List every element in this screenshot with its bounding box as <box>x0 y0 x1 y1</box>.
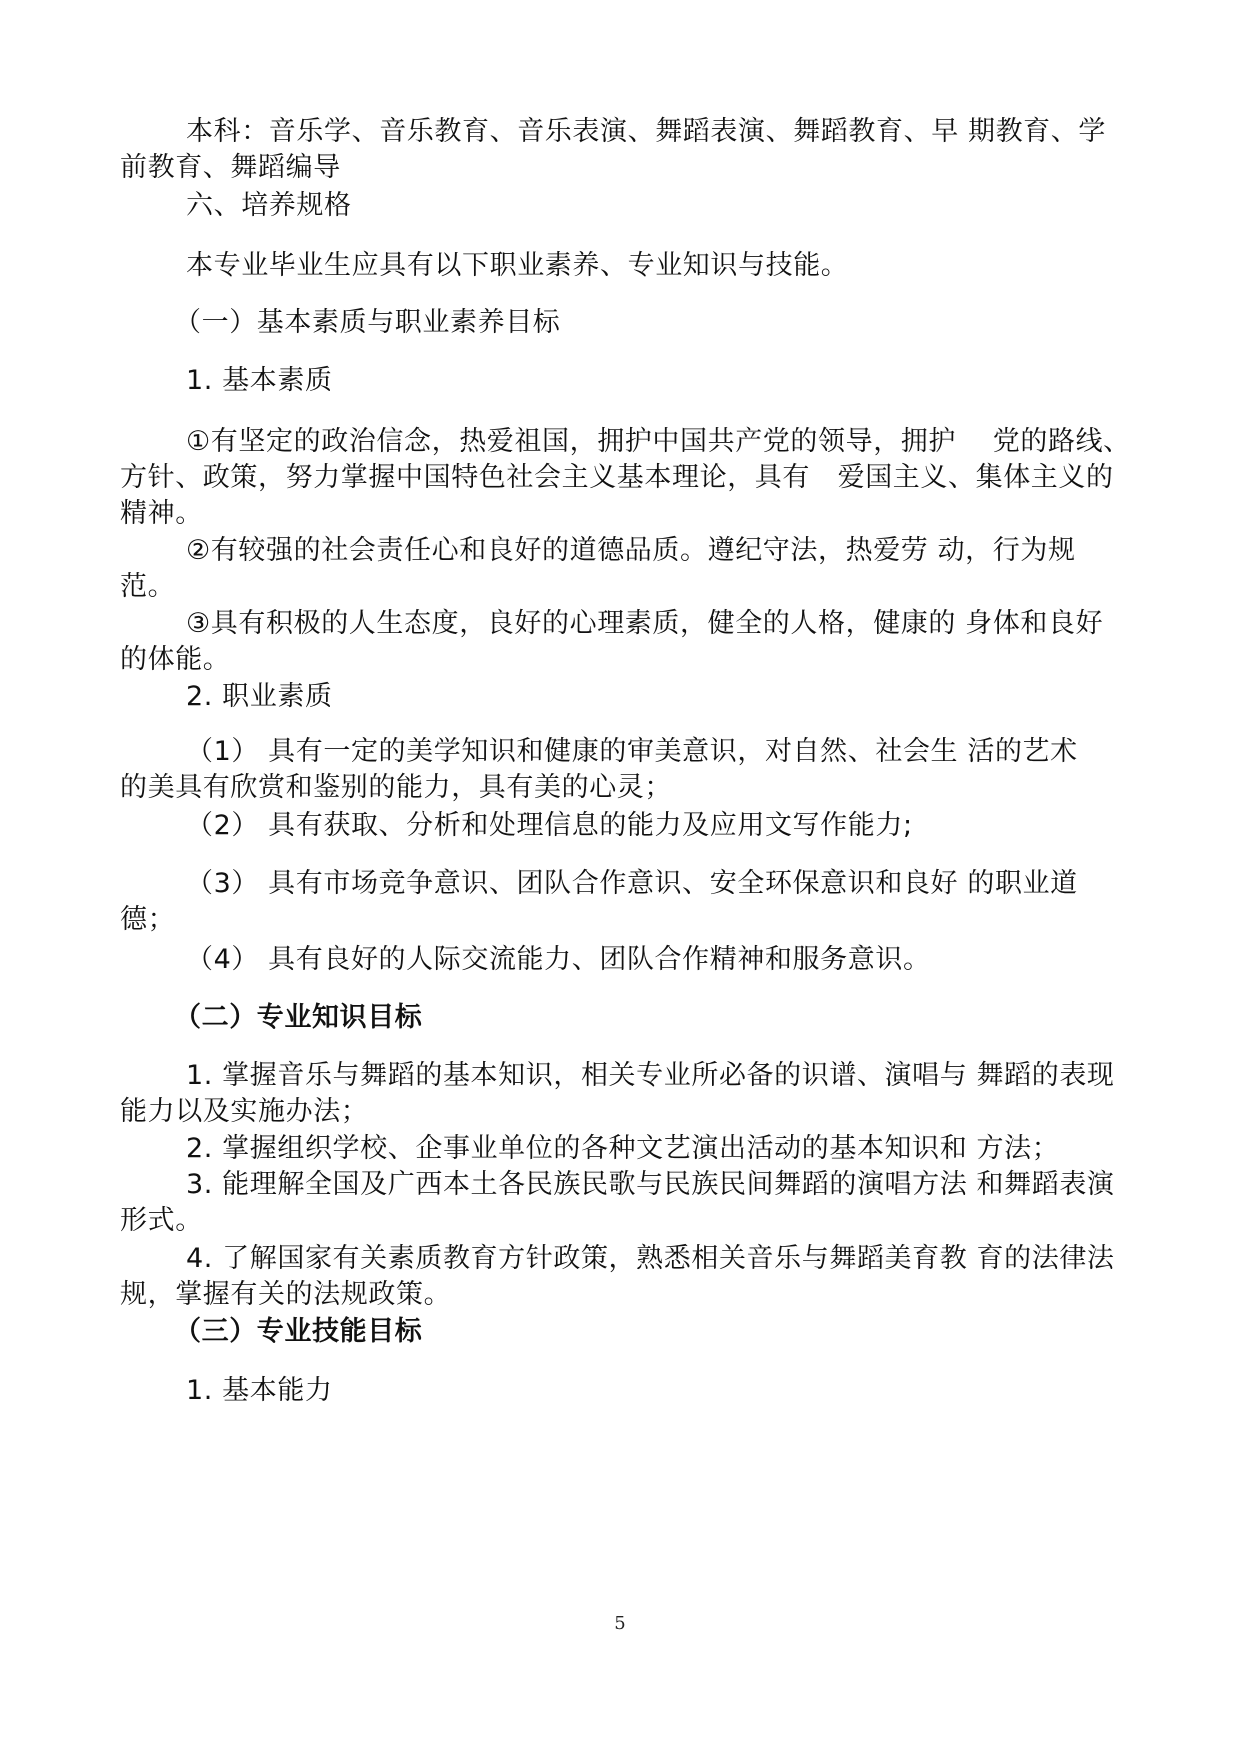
text-line-16: 的美具有欣赏和鉴别的能力，具有美的心灵； <box>120 772 672 803</box>
text-line-18: （3） 具有市场竞争意识、团队合作意识、安全环保意识和良好 的职业道 <box>186 868 1078 899</box>
item-heading-basic-ability: 1. 基本能力 <box>186 1375 333 1406</box>
text-line-12: ③具有积极的人生态度，良好的心理素质，健全的人格，健康的 身体和良好 <box>186 608 1104 639</box>
page-number: 5 <box>614 1613 626 1634</box>
text-line-28: 规，掌握有关的法规政策。 <box>120 1279 452 1310</box>
subsection-heading-3: （三）专业技能目标 <box>174 1316 423 1347</box>
subsection-heading-2: （二）专业知识目标 <box>174 1002 423 1033</box>
text-line-13: 的体能。 <box>120 644 231 675</box>
text-line-17: （2） 具有获取、分析和处理信息的能力及应用文写作能力; <box>186 810 913 841</box>
text-line-7: ①有坚定的政治信念，热爱祖国，拥护中国共产党的领导，拥护 党的路线、 <box>186 426 1131 457</box>
text-line-2: 前教育、舞蹈编导 <box>120 152 341 183</box>
text-line-26: 形式。 <box>120 1205 203 1236</box>
text-line-9: 精神。 <box>120 498 203 529</box>
text-line-19: 德； <box>120 904 176 935</box>
item-heading-basic-quality: 1. 基本素质 <box>186 365 333 396</box>
item-heading-professional-quality: 2. 职业素质 <box>186 681 333 712</box>
text-line-23: 能力以及实施办法； <box>120 1096 369 1127</box>
subsection-heading-1: （一）基本素质与职业素养目标 <box>174 307 561 338</box>
section-heading-six: 六、培养规格 <box>186 190 352 221</box>
text-line-22: 1. 掌握音乐与舞蹈的基本知识，相关专业所必备的识谱、演唱与 舞蹈的表现 <box>186 1060 1115 1091</box>
text-line-25: 3. 能理解全国及广西本土各民族民歌与民族民间舞蹈的演唱方法 和舞蹈表演 <box>186 1169 1115 1200</box>
text-line-15: （1） 具有一定的美学知识和健康的审美意识，对自然、社会生 活的艺术 <box>186 736 1078 767</box>
text-line-intro: 本专业毕业生应具有以下职业素养、专业知识与技能。 <box>186 250 849 281</box>
text-line-27: 4. 了解国家有关素质教育方针政策，熟悉相关音乐与舞蹈美育教 育的法律法 <box>186 1243 1115 1274</box>
text-line-11: 范。 <box>120 571 176 602</box>
text-line-8: 方针、政策，努力掌握中国特色社会主义基本理论，具有 爱国主义、集体主义的 <box>120 462 1114 493</box>
text-line-10: ②有较强的社会责任心和良好的道德品质。遵纪守法，热爱劳 动，行为规 <box>186 535 1076 566</box>
text-line-1: 本科：音乐学、音乐教育、音乐表演、舞蹈表演、舞蹈教育、早 期教育、学 <box>186 116 1106 147</box>
text-line-24: 2. 掌握组织学校、企事业单位的各种文艺演出活动的基本知识和 方法； <box>186 1133 1060 1164</box>
text-line-20: （4） 具有良好的人际交流能力、团队合作精神和服务意识。 <box>186 944 931 975</box>
